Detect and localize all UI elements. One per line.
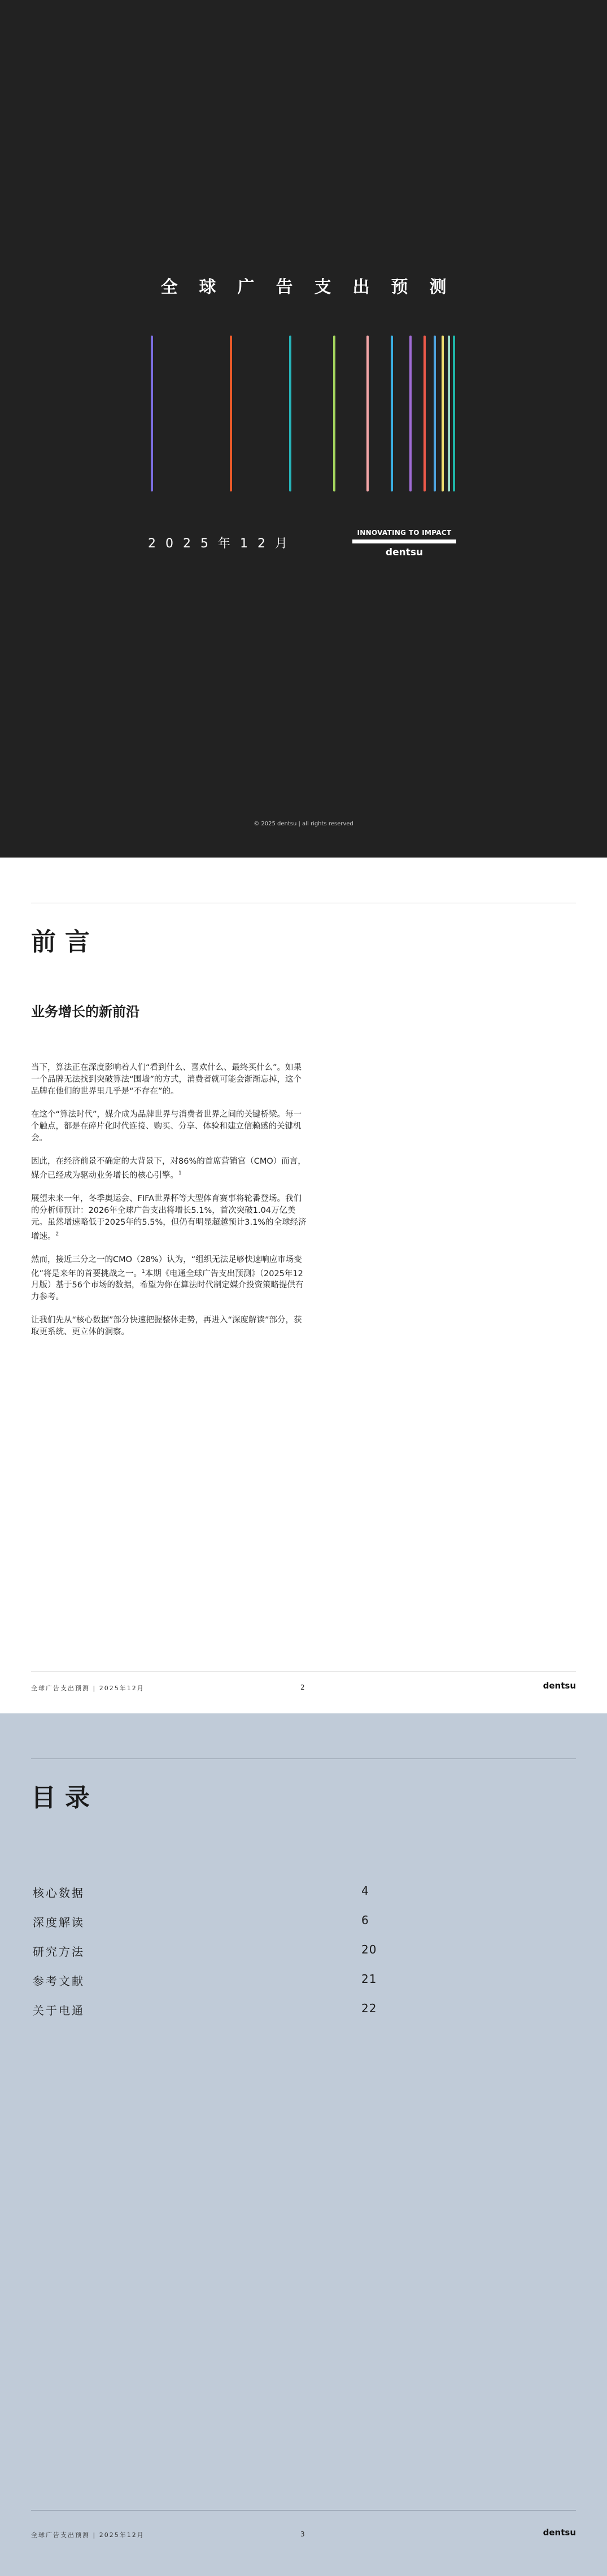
- toc-item-label: 关于电通: [33, 2004, 85, 2017]
- brand-tagline: INNOVATING TO IMPACT: [357, 529, 452, 537]
- brand-block: [352, 529, 456, 558]
- footer-publication: 全球广告支出预测 | 2025年12月: [31, 2531, 145, 2539]
- page-title: 目录: [31, 1783, 99, 1812]
- toc-item-label: 深度解读: [33, 1916, 85, 1929]
- toc-item[interactable]: [33, 1884, 439, 1913]
- toc-item-page: 20: [361, 1943, 377, 1956]
- page-number: 2: [300, 1683, 305, 1691]
- color-bar: [442, 336, 444, 491]
- toc-item-label: 参考文献: [33, 1974, 85, 1988]
- color-bar: [230, 336, 232, 491]
- footer-logo: dentsu: [543, 2527, 576, 2538]
- cover-title: 全球广告支出预测: [160, 277, 468, 297]
- paragraph: 当下，算法正在深度影响着人们“看到什么、喜欢什么、最终买什么”。如果一个品牌无法找到突破算法“围墙”的方式，消费者就可能会渐渐忘掉，这个品牌在他们的世界里几乎是“不存在”的。: [31, 1063, 302, 1096]
- toc-item-page: 6: [361, 1913, 369, 1927]
- color-bar: [448, 336, 450, 491]
- brand-logo: dentsu: [385, 547, 423, 558]
- cover-color-bars: [0, 336, 607, 491]
- toc-item-label: 核心数据: [33, 1886, 85, 1900]
- color-bar: [423, 336, 426, 491]
- color-bar: [151, 336, 153, 491]
- paragraph: 让我们先从“核心数据”部分快速把握整体走势，再进入“深度解读”部分，获取更系统、更立体的洞察。: [31, 1316, 302, 1337]
- toc-item[interactable]: [33, 1913, 439, 1943]
- paragraph: 然而，接近三分之一的CMO（28%）认为，“组织无法足够快速响应市场变化”将是来年的首要挑战之一。$^1$本期《电通全球广告支出预测》（2025年12月版）基于56个市场的数据，希望为你在算法时代制定媒介投资策略提供有力参考。: [31, 1255, 304, 1302]
- cover-page: [0, 0, 607, 858]
- preface-page: [0, 858, 607, 1713]
- color-bar: [289, 336, 291, 491]
- toc-item-page: 22: [361, 2001, 377, 2015]
- toc-item-page: 21: [361, 1972, 377, 1986]
- toc-item[interactable]: [33, 1943, 439, 1972]
- color-bar: [434, 336, 436, 491]
- color-bar: [409, 336, 412, 491]
- preface-body: [31, 1062, 308, 1350]
- copyright-notice: © 2025 dentsu | all rights reserved: [254, 821, 353, 827]
- color-bar: [366, 336, 369, 491]
- page-subtitle: 业务增长的新前沿: [31, 1004, 139, 1020]
- paragraph: 展望未来一年，冬季奥运会、FIFA世界杯等大型体育赛事将轮番登场。我们的分析师预计：2026年全球广告支出将增长5.1%，首次突破1.04万亿美元。虽然增速略低于2025年的5.5%，但仍有明显超越预计3.1%的全球经济增速。$^2$: [31, 1194, 307, 1241]
- footer-publication: 全球广告支出预测 | 2025年12月: [31, 1685, 145, 1692]
- toc-item-label: 研究方法: [33, 1945, 85, 1959]
- paragraph: 在这个“算法时代”，媒介成为品牌世界与消费者世界之间的关键桥梁。每一个触点，都是在碎片化时代连接、购买、分享、体验和建立信赖感的关键机会。: [31, 1110, 302, 1143]
- toc-item[interactable]: [33, 1972, 439, 2001]
- footnote-marker: 1: [142, 1268, 145, 1274]
- page-number: 3: [300, 2530, 305, 2538]
- color-bar: [391, 336, 393, 491]
- color-bar: [333, 336, 335, 491]
- footer-logo: dentsu: [543, 1681, 576, 1691]
- color-bar: [453, 336, 455, 491]
- table-of-contents: [33, 1884, 439, 2031]
- paragraph: 因此，在经济前景不确定的大背景下，对86%的首席营销官（CMO）而言，媒介已经成为驱动业务增长的核心引擎。$^1$: [31, 1157, 306, 1180]
- cover-date: 2025年12月: [148, 537, 297, 551]
- page-title: 前言: [31, 928, 99, 956]
- footnote-marker: 2: [55, 1231, 59, 1237]
- brand-rule: [352, 539, 456, 543]
- footnote-marker: 1: [178, 1170, 182, 1176]
- toc-item-page: 4: [361, 1884, 369, 1898]
- toc-item[interactable]: [33, 2001, 439, 2031]
- contents-page: [0, 1713, 607, 2576]
